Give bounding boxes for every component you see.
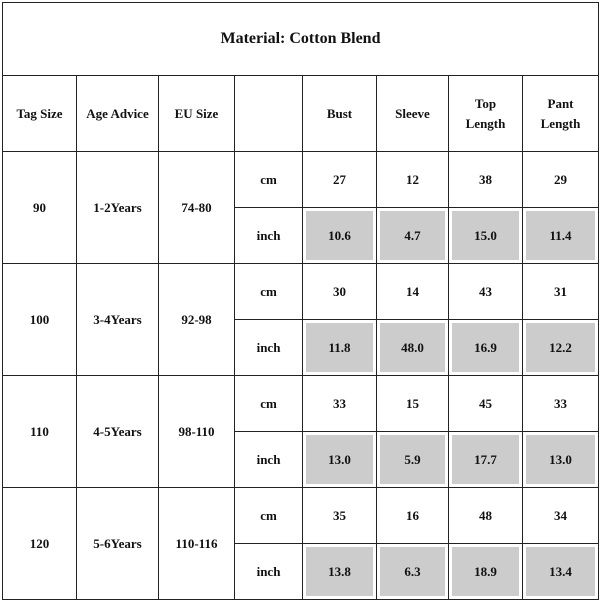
unit-inch: inch bbox=[235, 208, 303, 264]
sleeve-inch: 5.9 bbox=[377, 432, 449, 488]
tag-size-cell: 110 bbox=[3, 376, 77, 488]
eu-size-cell: 98-110 bbox=[159, 376, 235, 488]
header-age-advice: Age Advice bbox=[77, 76, 159, 152]
unit-cm: cm bbox=[235, 264, 303, 320]
pant-length-cm: 34 bbox=[523, 488, 599, 544]
bust-inch: 13.0 bbox=[303, 432, 377, 488]
header-pant-length bbox=[523, 76, 599, 152]
header-row bbox=[3, 76, 599, 152]
sleeve-cm: 16 bbox=[377, 488, 449, 544]
pant-length-cm: 29 bbox=[523, 152, 599, 208]
header-eu-size: EU Size bbox=[159, 76, 235, 152]
age-advice-cell: 1-2Years bbox=[77, 152, 159, 264]
header-pant-length-line2: Length bbox=[540, 115, 581, 131]
top-length-cm: 43 bbox=[449, 264, 523, 320]
pant-length-inch: 13.0 bbox=[523, 432, 599, 488]
table-row bbox=[3, 264, 599, 320]
bust-cm: 33 bbox=[303, 376, 377, 432]
unit-cm: cm bbox=[235, 376, 303, 432]
eu-size-cell: 110-116 bbox=[159, 488, 235, 600]
age-advice-cell: 3-4Years bbox=[77, 264, 159, 376]
unit-inch: inch bbox=[235, 544, 303, 600]
header-pant-length-line1: Pant bbox=[547, 96, 574, 111]
header-top-length bbox=[449, 76, 523, 152]
sleeve-inch: 48.0 bbox=[377, 320, 449, 376]
header-sleeve: Sleeve bbox=[377, 76, 449, 152]
top-length-cm: 48 bbox=[449, 488, 523, 544]
top-length-inch: 15.0 bbox=[449, 208, 523, 264]
pant-length-cm: 31 bbox=[523, 264, 599, 320]
unit-cm: cm bbox=[235, 152, 303, 208]
sleeve-cm: 15 bbox=[377, 376, 449, 432]
header-tag-size: Tag Size bbox=[3, 76, 77, 152]
top-length-cm: 38 bbox=[449, 152, 523, 208]
tag-size-cell: 100 bbox=[3, 264, 77, 376]
bust-cm: 27 bbox=[303, 152, 377, 208]
age-advice-cell: 4-5Years bbox=[77, 376, 159, 488]
pant-length-cm: 33 bbox=[523, 376, 599, 432]
tag-size-cell: 120 bbox=[3, 488, 77, 600]
eu-size-cell: 92-98 bbox=[159, 264, 235, 376]
top-length-inch: 18.9 bbox=[449, 544, 523, 600]
table-title: Material: Cotton Blend bbox=[3, 3, 599, 76]
bust-inch: 13.8 bbox=[303, 544, 377, 600]
top-length-inch: 17.7 bbox=[449, 432, 523, 488]
bust-inch: 11.8 bbox=[303, 320, 377, 376]
header-unit bbox=[235, 76, 303, 152]
pant-length-inch: 12.2 bbox=[523, 320, 599, 376]
size-table bbox=[2, 2, 599, 600]
header-bust: Bust bbox=[303, 76, 377, 152]
bust-cm: 30 bbox=[303, 264, 377, 320]
table-row bbox=[3, 152, 599, 208]
bust-inch: 10.6 bbox=[303, 208, 377, 264]
unit-cm: cm bbox=[235, 488, 303, 544]
age-advice-cell: 5-6Years bbox=[77, 488, 159, 600]
eu-size-cell: 74-80 bbox=[159, 152, 235, 264]
tag-size-cell: 90 bbox=[3, 152, 77, 264]
sleeve-inch: 6.3 bbox=[377, 544, 449, 600]
bust-cm: 35 bbox=[303, 488, 377, 544]
sleeve-cm: 12 bbox=[377, 152, 449, 208]
table-row bbox=[3, 376, 599, 432]
top-length-inch: 16.9 bbox=[449, 320, 523, 376]
unit-inch: inch bbox=[235, 320, 303, 376]
top-length-cm: 45 bbox=[449, 376, 523, 432]
unit-inch: inch bbox=[235, 432, 303, 488]
sleeve-cm: 14 bbox=[377, 264, 449, 320]
sleeve-inch: 4.7 bbox=[377, 208, 449, 264]
pant-length-inch: 13.4 bbox=[523, 544, 599, 600]
header-top-length-line1: Top bbox=[474, 96, 497, 111]
pant-length-inch: 11.4 bbox=[523, 208, 599, 264]
table-row bbox=[3, 488, 599, 544]
header-top-length-line2: Length bbox=[465, 115, 506, 131]
